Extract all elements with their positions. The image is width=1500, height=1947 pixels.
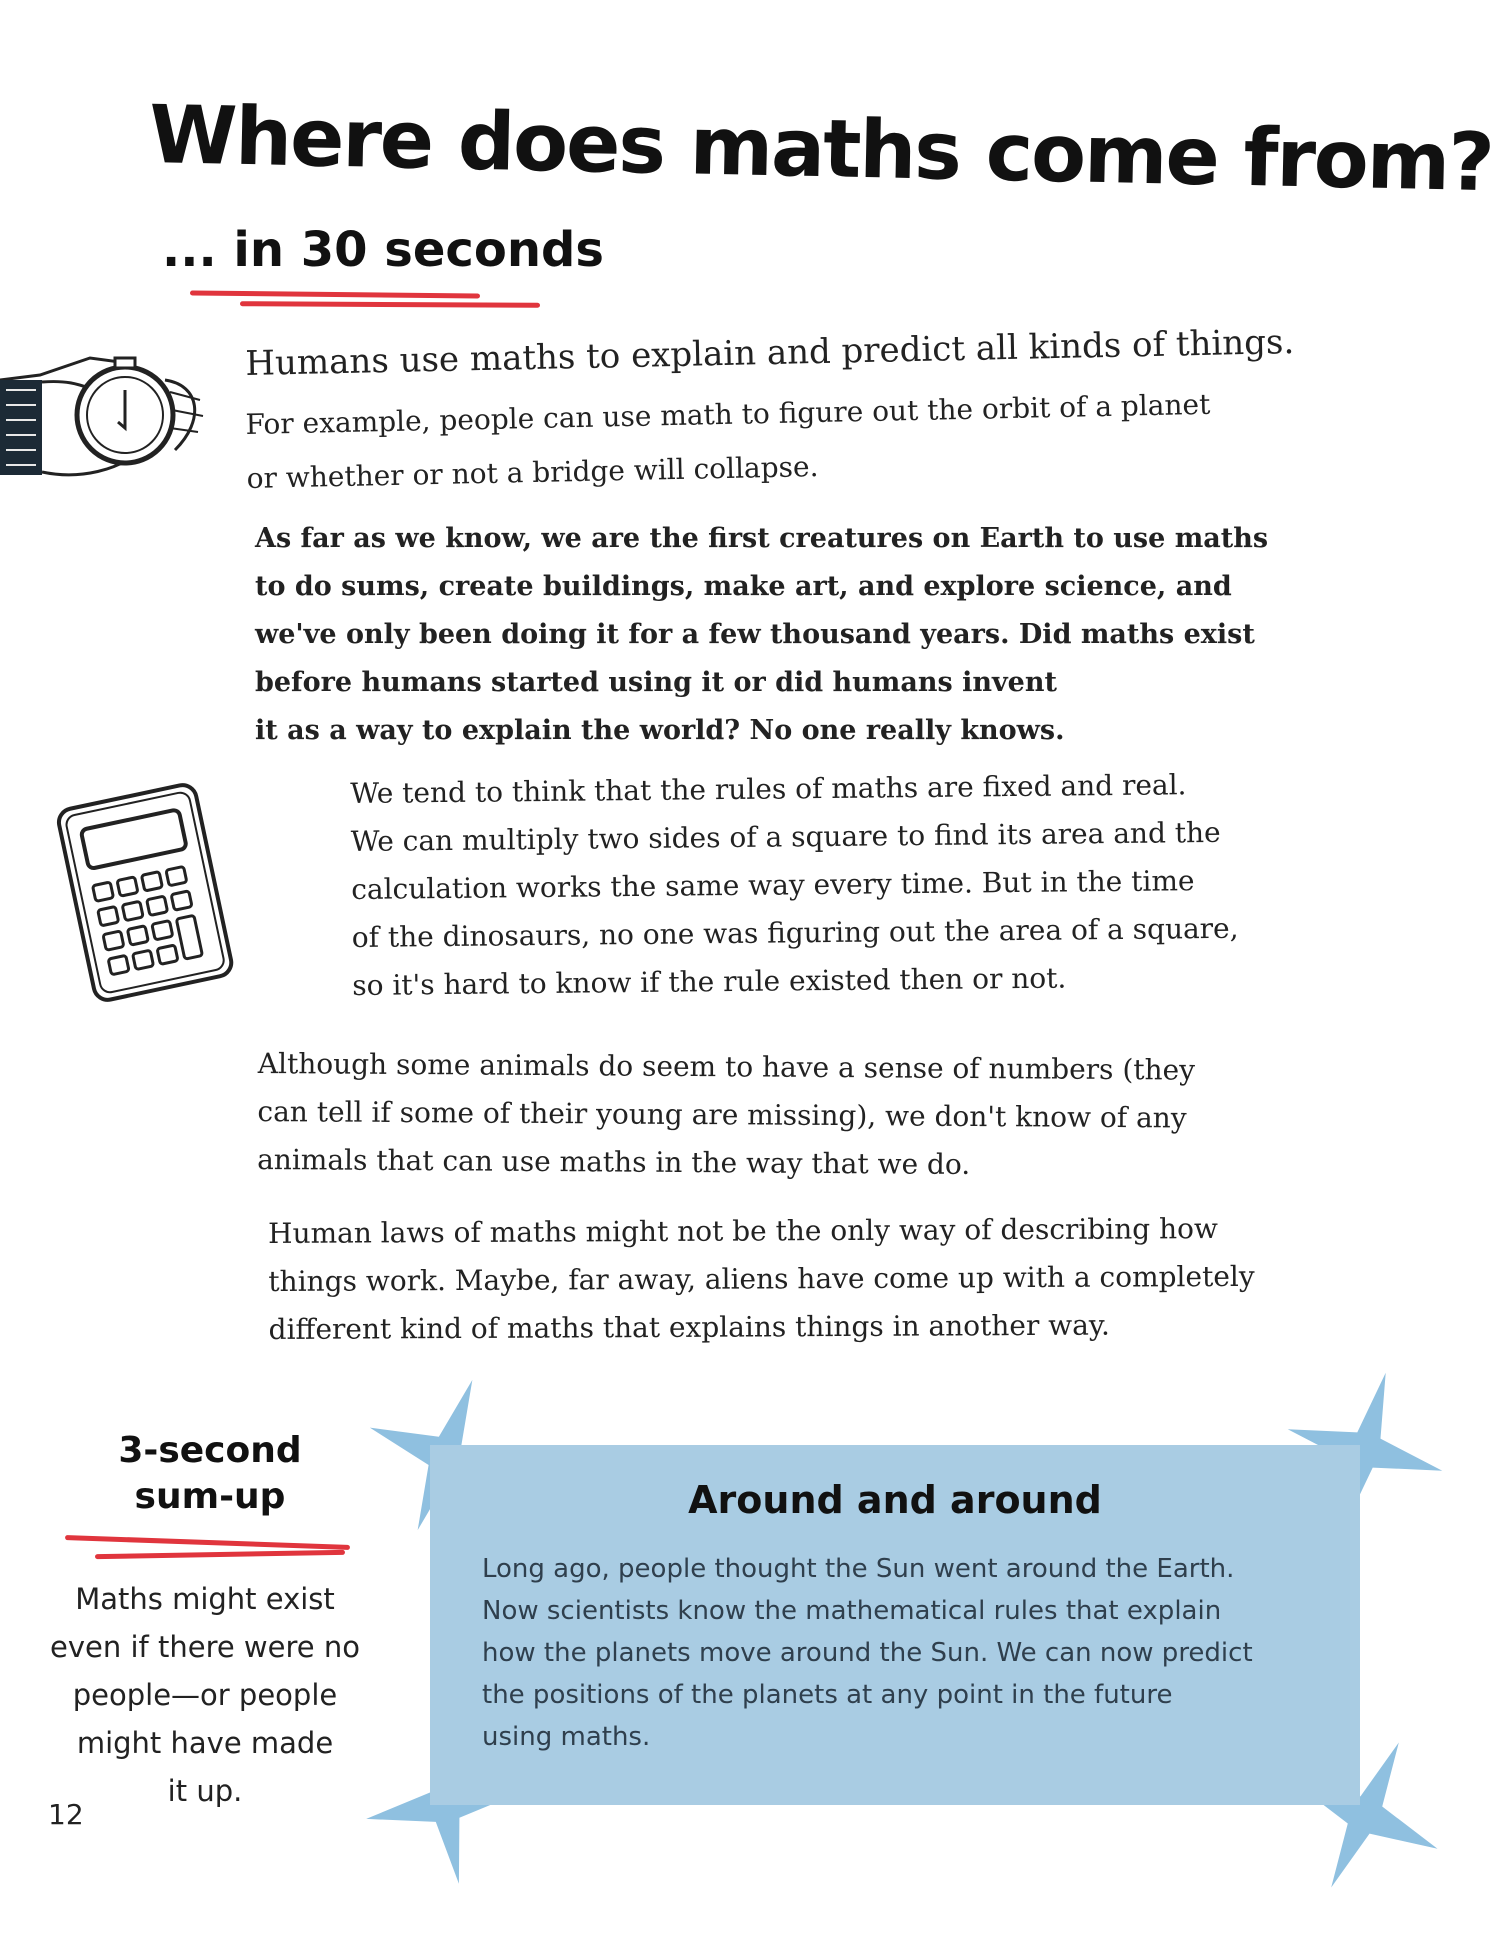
summary-underline — [65, 1535, 350, 1550]
fact-box-title: Around and around — [688, 1478, 1102, 1522]
intro-body — [245, 375, 1347, 506]
paragraph-line: can tell if some of their young are missing), we don't know of any — [257, 1094, 1187, 1135]
page-subtitle: ... in 30 seconds — [162, 222, 604, 278]
paragraph-line: Human laws of maths might not be the only way of describing how — [268, 1212, 1218, 1250]
paragraph-line: so it's hard to know if the rule existed then or not. — [352, 961, 1067, 1002]
paragraph-rules-fixed — [350, 761, 1239, 1010]
paragraph-line: We tend to think that the rules of maths are fixed and real. — [350, 768, 1187, 810]
paragraph-line: things work. Maybe, far away, aliens have come up with a completely — [268, 1259, 1255, 1298]
summary-title-line: sum-up — [134, 1476, 286, 1517]
subtitle-underline — [190, 290, 480, 298]
paragraph-line: it as a way to explain the world? No one really knows. — [255, 715, 1065, 746]
fact-box-line: how the planets move around the Sun. We can now predict — [482, 1638, 1253, 1668]
paragraph-aliens — [268, 1205, 1255, 1354]
summary-line: even if there were no — [50, 1630, 360, 1664]
fact-box-text — [482, 1548, 1342, 1758]
paragraph-animals — [257, 1040, 1195, 1191]
paragraph-line: different kind of maths that explains things in another way. — [268, 1308, 1110, 1346]
summary-title-line: 3-second — [118, 1430, 302, 1471]
summary-line: Maths might exist — [75, 1582, 335, 1616]
paragraph-line: As far as we know, we are the first creatures on Earth to use maths — [255, 523, 1269, 554]
intro-lead: Humans use maths to explain and predict all kinds of things. — [245, 322, 1295, 384]
stopwatch-hand-icon — [0, 310, 225, 510]
fact-box-line: Now scientists know the mathematical rules that explain — [482, 1596, 1222, 1626]
paragraph-line: before humans started using it or did humans invent — [255, 667, 1057, 698]
summary-line: people—or people — [72, 1678, 338, 1712]
intro-line: or whether or not a bridge will collapse. — [246, 450, 819, 495]
paragraph-line: to do sums, create buildings, make art, and explore science, and — [255, 571, 1232, 602]
paragraph-line: animals that can use maths in the way that we do. — [257, 1142, 971, 1181]
summary-text — [40, 1575, 370, 1815]
summary-line: might have made — [76, 1726, 334, 1760]
fact-box-line: using maths. — [482, 1722, 651, 1752]
paragraph-line: of the dinosaurs, no one was figuring out the area of a square, — [351, 911, 1239, 954]
fact-box-line: Long ago, people thought the Sun went around the Earth. — [482, 1554, 1235, 1584]
intro-line: For example, people can use math to figure out the orbit of a planet — [245, 387, 1211, 441]
page-number: 12 — [48, 1798, 84, 1831]
paragraph-line: we've only been doing it for a few thousand years. Did maths exist — [255, 619, 1255, 650]
paragraph-line: calculation works the same way every time. But in the time — [351, 864, 1195, 906]
paragraph-line: We can multiply two sides of a square to find its area and the — [350, 815, 1221, 858]
summary-underline-secondary — [95, 1550, 345, 1559]
summary-title — [90, 1428, 330, 1520]
page-title: Where does maths come from? — [148, 88, 1494, 210]
summary-line: it up. — [167, 1774, 243, 1808]
calculator-icon — [40, 780, 250, 1005]
paragraph-first-creatures — [255, 515, 1268, 755]
fact-box-line: the positions of the planets at any point in the future — [482, 1680, 1173, 1710]
paragraph-line: Although some animals do seem to have a sense of numbers (they — [257, 1046, 1196, 1087]
subtitle-underline-secondary — [240, 301, 540, 308]
